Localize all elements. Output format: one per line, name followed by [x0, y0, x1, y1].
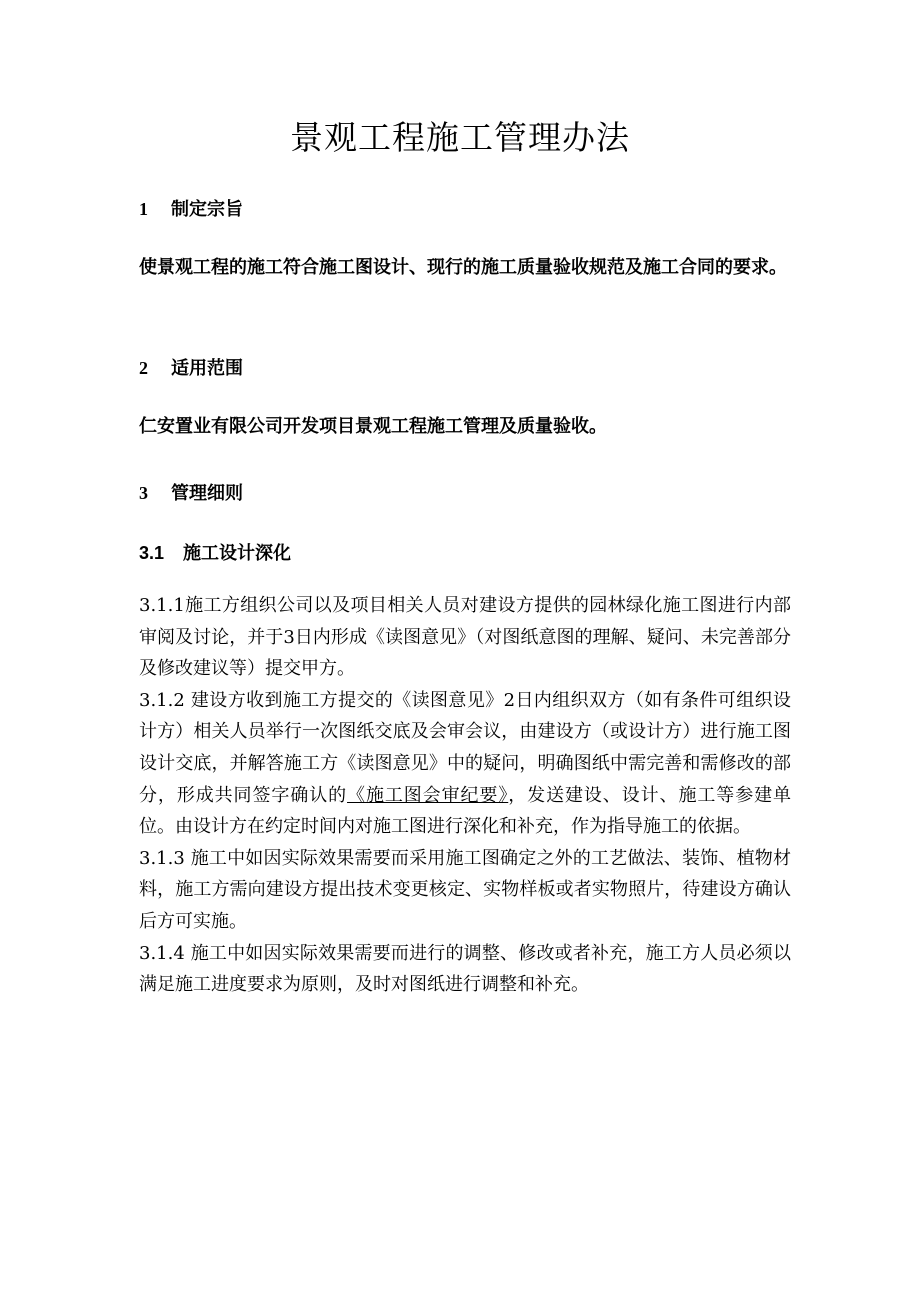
clause-3-1-2-text-after: ，发送建设、设计、施工等参建单位。由设计方在约定时间内对施工图进行深化和补充，作为指导施工的依据。 [139, 784, 792, 838]
section-3-1-heading [139, 539, 291, 565]
section-1-title: 制定宗旨 [171, 199, 243, 220]
section-1-heading [139, 195, 243, 221]
clause-3-1-4: 3.1.4 施工中如因实际效果需要而进行的调整、修改或者补充，施工方人员必须以满足施工进度要求为原则，及时对图纸进行调整和补充。 [139, 942, 791, 996]
section-2-title: 适用范围 [171, 358, 243, 379]
clause-3-1-3: 3.1.3 施工中如因实际效果需要而采用施工图确定之外的工艺做法、装饰、植物材料，施工方需向建设方提出技术变更核定、实物样板或者实物照片，待建设方确认后方可实施。 [139, 847, 791, 932]
section-3-1-number: 3.1 [139, 543, 165, 563]
section-2-number: 2 [139, 358, 148, 378]
section-3-number: 3 [139, 483, 148, 503]
section-1-number: 1 [139, 199, 148, 219]
section-2-text: 仁安置业有限公司开发项目景观工程施工管理及质量验收。 [139, 416, 607, 437]
section-3-1-title: 施工设计深化 [183, 543, 291, 564]
clause-3-1-2 [139, 685, 791, 843]
clause-3-1-1: 3.1.1施工方组织公司以及项目相关人员对建设方提供的园林绿化施工图进行内部审阅及讨论，并于3日内形成《读图意见》（对图纸意图的理解、疑问、未完善部分及修改建议等）提交甲方。 [139, 595, 791, 680]
section-3-heading [139, 479, 243, 505]
document-title: 景观工程施工管理办法 [290, 118, 630, 157]
section-3-title: 管理细则 [171, 483, 243, 504]
clause-3-1-2-text-before: 3.1.2 建设方收到施工方提交的《读图意见》2日内组织双方（如有条件可组织设计方）相关人员举行一次图纸交底及会审会议，由建设方（或设计方）进行施工图设计交底，并解答施工方《读图意见》中的疑问，明确图纸中需完善和需修改的部分，形成共同签字确认的 [139, 689, 791, 806]
section-1-text: 使景观工程的施工符合施工图设计、现行的施工质量验收规范及施工合同的要求。 [139, 257, 787, 278]
section-2-heading [139, 354, 243, 380]
section-3-1-body [139, 590, 791, 1001]
meeting-minutes-reference: 《施工图会审纪要》 [347, 784, 509, 806]
